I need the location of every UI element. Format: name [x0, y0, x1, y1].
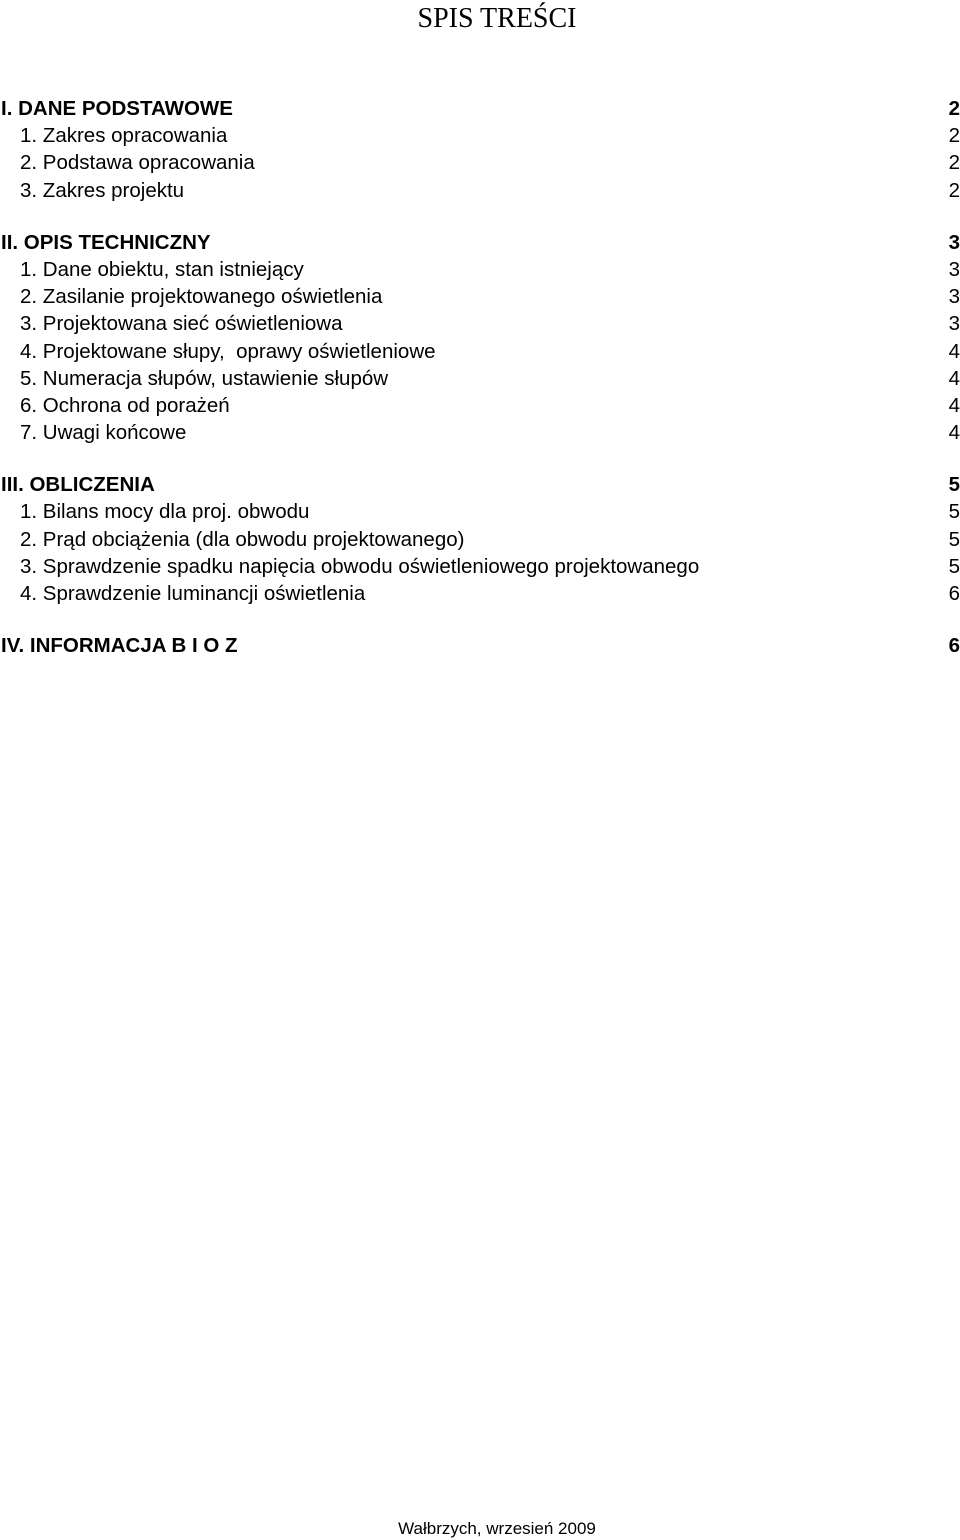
toc-item-label: 5. Numeracja słupów, ustawienie słupów: [20, 366, 389, 390]
toc-item-label: 2. Zasilanie projektowanego oświetlenia: [20, 285, 383, 309]
toc-item-label: 7. Uwagi końcowe: [20, 421, 187, 445]
toc-item: [0, 553, 960, 580]
toc-section-4: [0, 632, 960, 659]
toc-item: [0, 526, 960, 553]
toc-item: [0, 365, 960, 392]
toc-item-page: 3: [948, 312, 960, 336]
toc-item-label: 2. Podstawa opracowania: [20, 151, 255, 175]
toc-item: [0, 122, 960, 149]
table-of-contents: [0, 95, 960, 659]
toc-item-page: 4: [948, 393, 960, 417]
toc-item-label: 2. Prąd obciążenia (dla obwodu projektowanego): [20, 527, 465, 551]
page-footer: Wałbrzych, wrzesień 2009: [398, 1519, 596, 1538]
toc-item: [0, 392, 960, 419]
toc-item-page: 5: [948, 554, 960, 578]
toc-item: [0, 283, 960, 310]
toc-item-page: 3: [948, 257, 960, 281]
page-title: SPIS TREŚCI: [417, 3, 577, 34]
toc-item-label: 3. Sprawdzenie spadku napięcia obwodu oświetleniowego projektowanego: [20, 554, 700, 578]
toc-item-page: 5: [948, 500, 960, 524]
toc-item-page: 4: [948, 339, 960, 363]
toc-section-label: II. OPIS TECHNICZNY: [1, 230, 211, 254]
toc-item-page: 4: [948, 366, 960, 390]
toc-item: [0, 310, 960, 337]
toc-section-page: 6: [948, 634, 960, 658]
toc-section-2: [0, 229, 960, 256]
toc-item-page: 6: [948, 582, 960, 605]
toc-item: [0, 419, 960, 446]
toc-item-page: 2: [948, 151, 960, 175]
toc-item: [0, 177, 960, 204]
toc-item-label: 4. Sprawdzenie luminancji oświetlenia: [20, 582, 366, 605]
toc-item-page: 3: [948, 285, 960, 309]
toc-section-page: 5: [948, 473, 960, 497]
toc-item-page: 2: [948, 124, 960, 148]
toc-item: [0, 338, 960, 365]
toc-section-1: [0, 95, 960, 122]
toc-section-page: 3: [948, 230, 960, 254]
toc-item: [0, 149, 960, 176]
toc-item-label: 1. Dane obiektu, stan istniejący: [20, 257, 304, 281]
toc-item: [0, 256, 960, 283]
toc-item-label: 3. Projektowana sieć oświetleniowa: [20, 312, 343, 336]
toc-section-label: III. OBLICZENIA: [1, 473, 155, 497]
toc-item-page: 4: [948, 421, 960, 445]
toc-item-label: 6. Ochrona od porażeń: [20, 393, 230, 417]
toc-item-label: 1. Zakres opracowania: [20, 124, 228, 148]
toc-section-label: I. DANE PODSTAWOWE: [1, 97, 233, 120]
toc-item-label: 1. Bilans mocy dla proj. obwodu: [20, 500, 310, 524]
toc-item: [0, 498, 960, 525]
toc-section-page: 2: [948, 97, 960, 120]
toc-item-label: 3. Zakres projektu: [20, 178, 185, 202]
toc-item-page: 2: [948, 178, 960, 202]
toc-item: [0, 580, 960, 607]
toc-section-3: [0, 471, 960, 498]
toc-item-label: 4. Projektowane słupy, oprawy oświetleniowe: [20, 339, 436, 363]
toc-item-page: 5: [948, 527, 960, 551]
toc-section-label: IV. INFORMACJA B I O Z: [1, 634, 238, 658]
